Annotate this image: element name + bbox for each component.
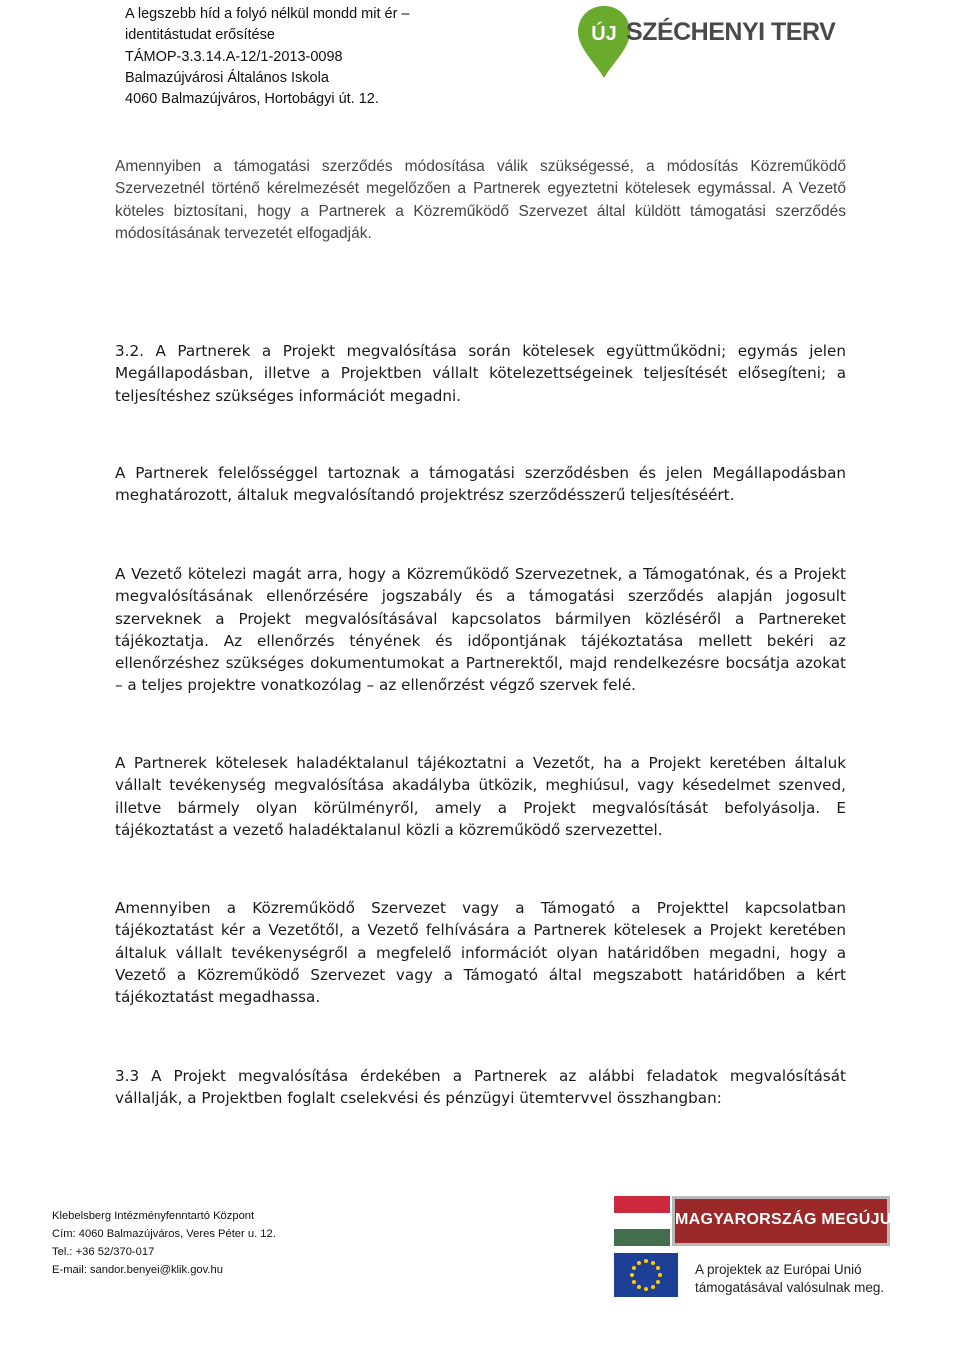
header-line-project-title: A legszebb híd a folyó nélkül mondd mit ér –	[125, 6, 410, 22]
footer-info	[52, 1207, 276, 1279]
logo-badge-text: ÚJ	[591, 23, 617, 45]
magyarorszag-megujul-banner	[672, 1196, 902, 1246]
paragraph-6-block	[115, 897, 846, 1008]
logo-title: SZÉCHENYI TERV	[626, 18, 836, 46]
paragraph: Amennyiben a támogatási szerződés módosítása válik szükségessé, a módosítás Közreműködő Szervezetnél történő kérelmezését megelőzően a Partnerek egyeztetni kötelesek egymással. A Vezető köteles biztosítani, hogy a Partnerek a Közreműködő Szervezet által küldött támogatási szerződés módosításának tervezetét elfogadják.	[115, 158, 846, 242]
footer-address: Cím: 4060 Balmazújváros, Veres Péter u. 12.	[52, 1228, 276, 1240]
footer-phone: Tel.: +36 52/370-017	[52, 1246, 155, 1258]
paragraph-5-block	[115, 752, 846, 841]
paragraph-1-block	[115, 156, 846, 245]
eu-support-text	[695, 1261, 884, 1297]
footer-email: E-mail: sandor.benyei@klik.gov.hu	[52, 1264, 223, 1276]
paragraph-section-3-3: 3.3 A Projekt megvalósítása érdekében a Partnerek az alábbi feladatok megvalósítását vállalják, a Projektben foglalt cselekvési és pénzügyi ütemtervvel összhangban:	[115, 1067, 846, 1108]
banner-text: MAGYARORSZÁG MEGÚJUL	[675, 1211, 902, 1228]
paragraph: A Partnerek kötelesek haladéktalanul tájékoztatni a Vezetőt, ha a Projekt keretében általuk vállalt tevékenység megvalósítása akadályba ütközik, meghiúsul, vagy késedelmet szenved, illetve bármely olyan körülményről, amely a Projekt megvalósítását befolyásolja. E tájékoztatást a vezető haladéktalanul közli a közreműködő szervezettel.	[115, 754, 846, 839]
paragraph: A Vezető kötelezi magát arra, hogy a Közreműködő Szervezetnek, a Támogatónak, és a Projekt megvalósításának ellenőrzésére jogszabály és a támogatási szerződés alapján jogosult szerveknek a Projekt megvalósításával kapcsolatos bármilyen közléséről a Partnereket tájékoztatja. Az ellenőrzés tényének és időpontjának tájékoztatása mellett bekéri az ellenőrzéshez szükséges dokumentumokat a Partnerektől, majd rendelkezésre bocsátja azokat – a teljes projektre vonatkozólag – az ellenőrzést végző szervek felé.	[115, 565, 846, 695]
eu-support-line-1: A projektek az Európai Unió	[695, 1262, 862, 1277]
paragraph: A Partnerek felelősséggel tartoznak a támogatási szerződésben és jelen Megállapodásban meghatározott, általuk megvalósítandó projektrész szerződésszerű teljesítéséért.	[115, 464, 846, 505]
header-line-school-address: 4060 Balmazújváros, Hortobágyi út. 12.	[125, 91, 379, 108]
paragraph-3-block	[115, 462, 846, 507]
footer-org-name: Klebelsberg Intézményfenntartó Központ	[52, 1210, 255, 1222]
paragraph-2-block	[115, 340, 846, 407]
paragraph-section-3-2: 3.2. A Partnerek a Projekt megvalósítása során kötelesek együttműködni; egymás jelen Megállapodásban, illetve a Projektben vállalt kötelezettségeinek teljesítését elősegíteni; a teljesítéshez szükséges információt megadni.	[115, 342, 846, 405]
header-line-project-code: TÁMOP-3.3.14.A-12/1-2013-0098	[125, 48, 343, 65]
paragraph-7-block	[115, 1065, 846, 1110]
hungarian-flag-icon	[614, 1196, 670, 1246]
paragraph-4-block	[115, 563, 846, 697]
header-line-project-subtitle: identitástudat erősítése	[125, 27, 275, 44]
eu-support-line-2: támogatásával valósulnak meg.	[695, 1280, 885, 1295]
header-info	[125, 4, 545, 110]
paragraph: Amennyiben a Közreműködő Szervezet vagy a Támogató a Projekttel kapcsolatban tájékoztatást kér a Vezetőtől, a Vezető felhívására a Partnerek kötelesek a Projekt keretében általuk vállalt tevékenységről a megfelelő információt olyan határidőben megadni, hogy a Vezető a Közreműködő Szervezet vagy a Támogató által megszabott határidőben a kért tájékoztatást megadhassa.	[115, 899, 846, 1007]
header-line-school-name: Balmazújvárosi Általános Iskola	[125, 69, 329, 86]
eu-flag-icon	[614, 1253, 678, 1297]
